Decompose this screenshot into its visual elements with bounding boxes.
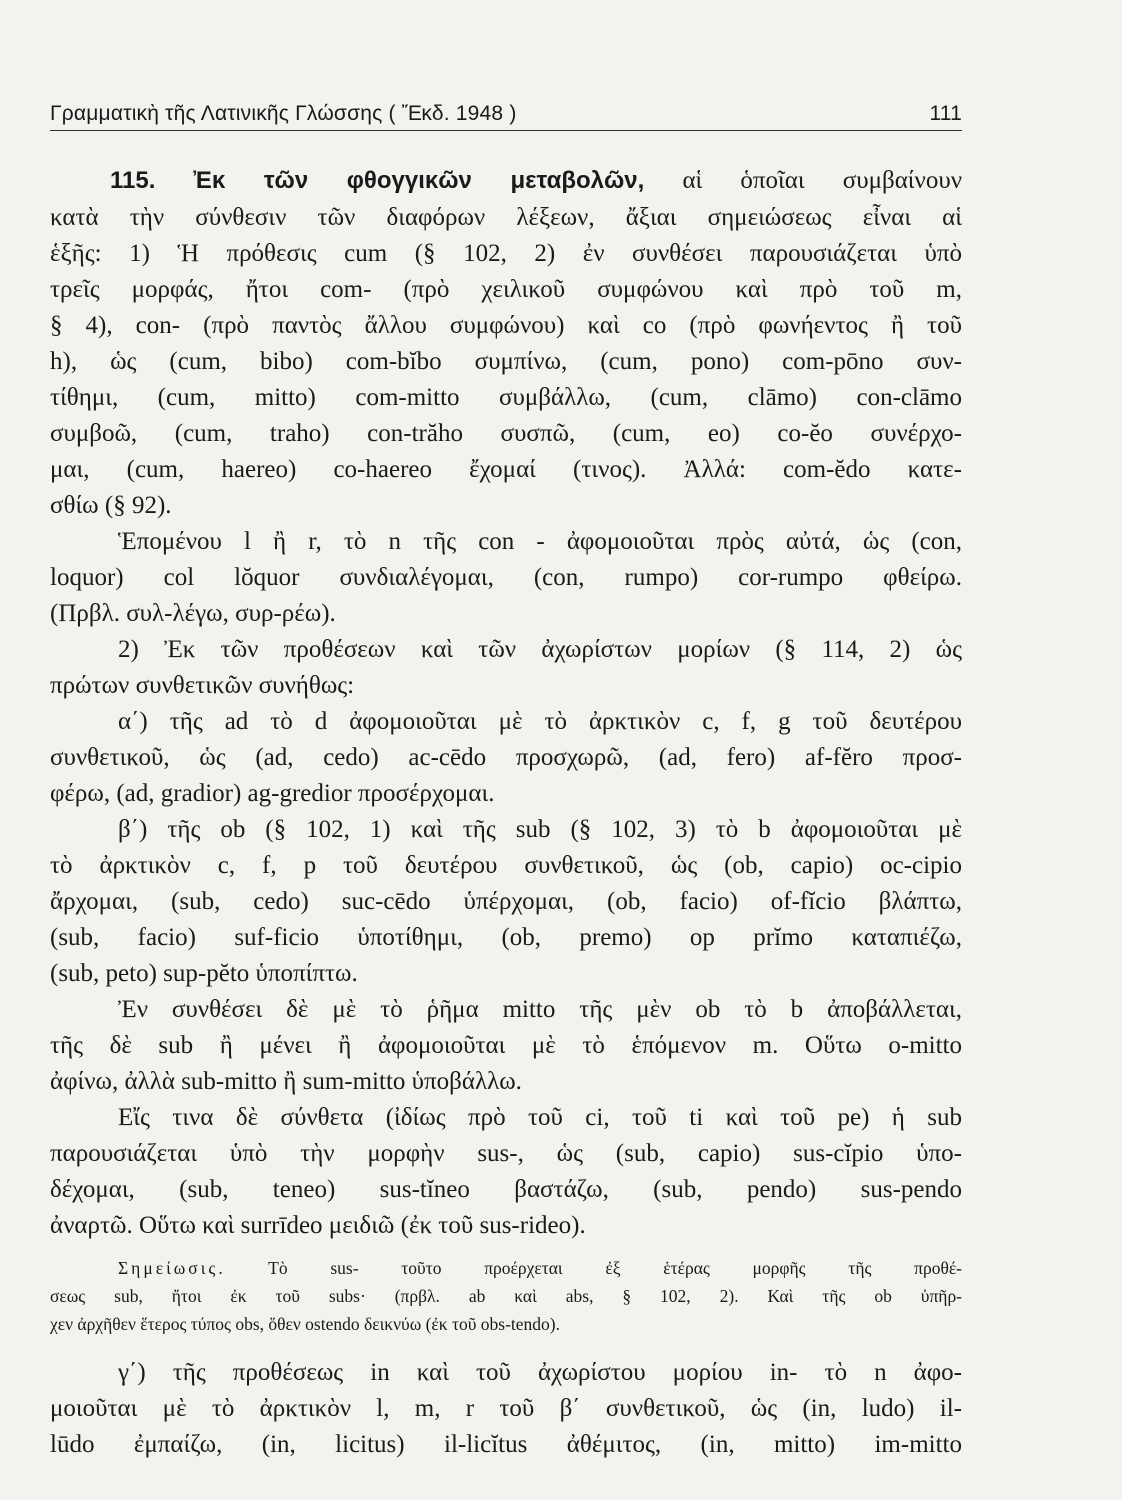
paragraph-line: α΄) τῆς ad τὸ d ἀφομοιοῦται μὲ τὸ ἀρκτικὸν c, f, g τοῦ δευτέρου	[118, 708, 962, 735]
paragraph-line: β΄) τῆς ob (§ 102, 1) καὶ τῆς sub (§ 102, 3) τὸ b ἀφομοιοῦται μὲ	[118, 816, 962, 843]
paragraph-line: Ἑπομένου l ἢ r, τὸ n τῆς con - ἀφομοιοῦται πρὸς αὐτά, ὡς (con,	[118, 528, 962, 555]
paragraph-line: lūdo ἐμπαίζω, (in, licitus) il-licĭtus ἀθέμιτος, (in, mitto) im-mitto	[50, 1431, 962, 1458]
paragraph-line: τρεῖς μορφάς, ἤτοι com- (πρὸ χειλικοῦ συμφώνου καὶ πρὸ τοῦ m,	[50, 276, 962, 303]
paragraph-line: § 4), con- (πρὸ παντὸς ἄλλου συμφώνου) καὶ co (πρὸ φωνήεντος ἢ τοῦ	[50, 312, 962, 339]
running-header	[50, 100, 962, 130]
paragraph-line: Ἐν συνθέσει δὲ μὲ τὸ ῥῆμα mitto τῆς μὲν ob τὸ b ἀποβάλλεται,	[118, 996, 962, 1023]
paragraph-line: τὸ ἀρκτικὸν c, f, p τοῦ δευτέρου συνθετικοῦ, ὡς (ob, capio) oc-cipio	[50, 852, 962, 879]
paragraph-line: κατὰ τὴν σύνθεσιν τῶν διαφόρων λέξεων, ἄξιαι σημειώσεως εἶναι αἱ	[50, 204, 962, 231]
note-line: σεως sub, ἤτοι ἐκ τοῦ subs· (πρβλ. ab καὶ abs, § 102, 2). Καὶ τῆς ob ὑπῆρ-	[50, 1286, 962, 1306]
running-title: Γραμματικὴ τῆς Λατινικῆς Γλώσσης ( Ἔκδ. 1948 )	[50, 102, 517, 125]
line-text: αἱ ὁποῖαι συμβαίνουν	[682, 167, 963, 194]
section-number: 115.	[110, 167, 156, 194]
header-rule	[50, 130, 962, 131]
paragraph-line: (sub, peto) sup-pĕto ὑποπίπτω.	[50, 960, 358, 987]
paragraph-line: δέχομαι, (sub, teneo) sus-tĭneo βαστάζω, (sub, pendo) sus-pendo	[50, 1176, 962, 1203]
paragraph-line: τῆς δὲ sub ἢ μένει ἢ ἀφομοιοῦται μὲ τὸ ἑπόμενον m. Οὕτω o-mitto	[50, 1032, 962, 1059]
note-line: χεν ἀρχῆθεν ἕτερος τύπος obs, ὅθεν ostendo δεικνύω (ἐκ τοῦ obs-tendo).	[50, 1314, 560, 1334]
paragraph-line: τίθημι, (cum, mitto) com-mitto συμβάλλω, (cum, clāmo) con-clāmo	[50, 384, 962, 411]
paragraph-line: παρουσιάζεται ὑπὸ τὴν μορφὴν sus-, ὡς (sub, capio) sus-cĭpio ὑπο-	[50, 1140, 962, 1167]
paragraph-line: φέρω, (ad, gradior) ag-gredior προσέρχομαι.	[50, 780, 495, 807]
paragraph-line	[50, 166, 962, 196]
page-number: 111	[929, 102, 962, 125]
paragraph-line: 2) Ἐκ τῶν προθέσεων καὶ τῶν ἀχωρίστων μορίων (§ 114, 2) ὡς	[118, 636, 962, 663]
section-heading: Ἐκ τῶν φθογγικῶν μεταβολῶν,	[193, 167, 645, 194]
paragraph-line: γ΄) τῆς προθέσεως in καὶ τοῦ ἀχωρίστου μορίου in- τὸ n ἀφο-	[118, 1359, 962, 1386]
paragraph-line: ἀναρτῶ. Οὕτω καὶ surrīdeo μειδιῶ (ἐκ τοῦ sus-rideo).	[50, 1212, 586, 1239]
paragraph-line: συνθετικοῦ, ὡς (ad, cedo) ac-cēdo προσχωρῶ, (ad, fero) af-fĕro προσ-	[50, 744, 962, 771]
paragraph-line: ἄρχομαι, (sub, cedo) suc-cēdo ὑπέρχομαι, (ob, facio) of-fĭcio βλάπτω,	[50, 888, 962, 915]
paragraph-line: h), ὡς (cum, bibo) com-bĭbo συμπίνω, (cum, pono) com-pōno συν-	[50, 348, 962, 375]
paragraph-line: ἀφίνω, ἀλλὰ sub-mitto ἢ sum-mitto ὑποβάλλω.	[50, 1068, 522, 1095]
paragraph-line: σθίω (§ 92).	[50, 492, 172, 519]
note-label: Σημείωσις.	[118, 1258, 226, 1278]
paragraph-line: (sub, facio) suf-ficio ὑποτίθημι, (ob, premo) op prĭmo καταπιέζω,	[50, 924, 962, 951]
paragraph-line: συμβοῶ, (cum, traho) con-trăho συσπῶ, (cum, eo) co-ĕo συνέρχο-	[50, 420, 962, 447]
paragraph-line: μοιοῦται μὲ τὸ ἀρκτικὸν l, m, r τοῦ β΄ συνθετικοῦ, ὡς (in, ludo) il-	[50, 1395, 962, 1422]
paragraph-line: loquor) col lŏquor συνδιαλέγομαι, (con, rumpo) cor-rumpo φθείρω.	[50, 564, 962, 591]
paragraph-line: (Πρβλ. συλ-λέγω, συρ-ρέω).	[50, 600, 336, 627]
note-line	[118, 1256, 962, 1280]
paragraph-line: πρώτων συνθετικῶν συνήθως:	[50, 672, 355, 699]
note-text: Τὸ sus- τοῦτο προέρχεται ἐξ ἑτέρας μορφῆς τῆς προθέ-	[268, 1258, 963, 1278]
paragraph-line: ἑξῆς: 1) Ἡ πρόθεσις cum (§ 102, 2) ἐν συνθέσει παρουσιάζεται ὑπὸ	[50, 240, 962, 267]
paragraph-line: μαι, (cum, haereo) co-haereo ἔχομαί (τινος). Ἀλλά: com-ĕdo κατε-	[50, 456, 962, 483]
paragraph-line: Εἴς τινα δὲ σύνθετα (ἰδίως πρὸ τοῦ ci, τοῦ ti καὶ τοῦ pe) ἡ sub	[118, 1104, 962, 1131]
